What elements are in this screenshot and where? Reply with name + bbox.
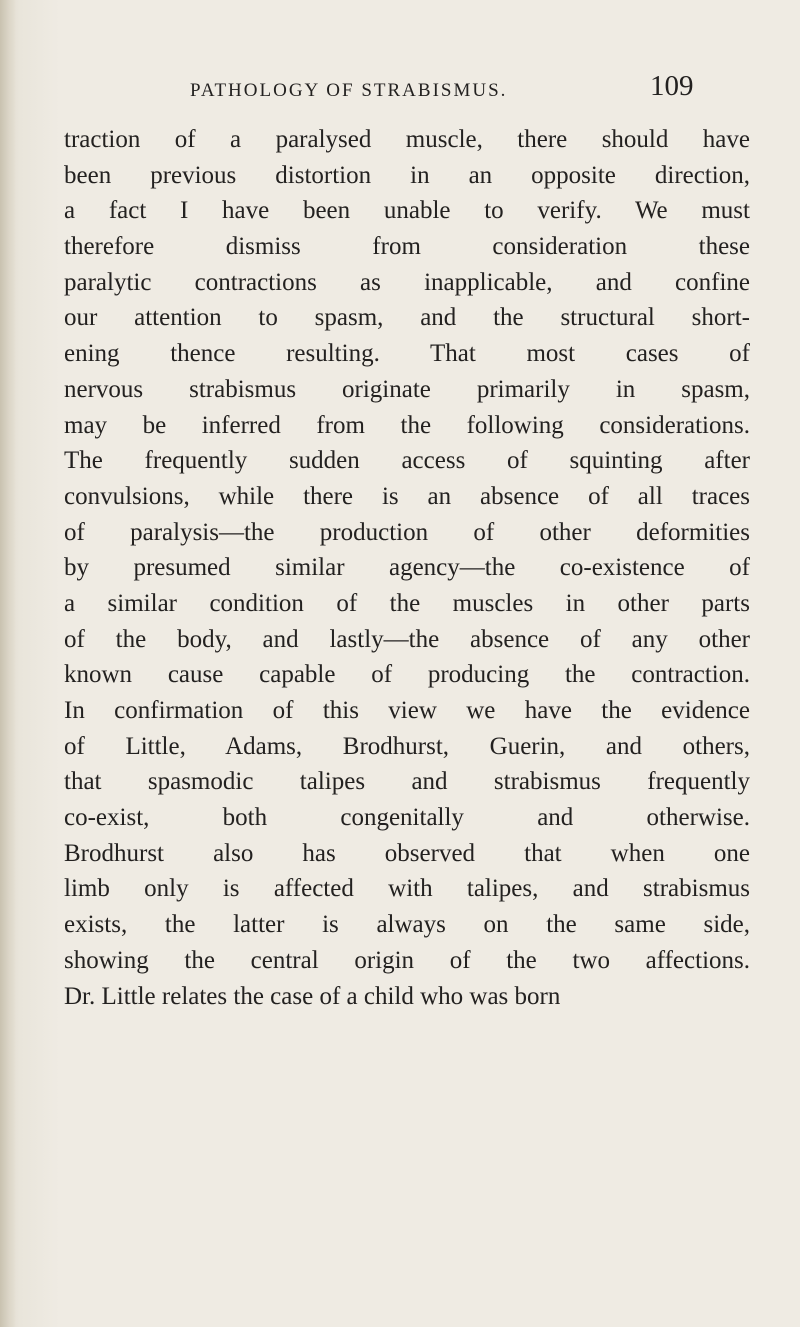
text-line: limb only is affected with talipes, and strabismus <box>64 875 750 903</box>
text-line: that spasmodic talipes and strabismus frequently <box>64 768 750 796</box>
body-text <box>64 122 750 1014</box>
text-line: a fact I have been unable to verify. We must <box>64 197 750 225</box>
text-line: showing the central origin of the two affections. <box>64 946 750 974</box>
text-line: Dr. Little relates the case of a child who was born <box>64 982 561 1010</box>
text-line: of Little, Adams, Brodhurst, Guerin, and others, <box>64 732 750 760</box>
text-line: of the body, and lastly—the absence of any other <box>64 625 750 653</box>
text-line: nervous strabismus originate primarily in spasm, <box>64 375 750 403</box>
text-line: exists, the latter is always on the same side, <box>64 911 750 939</box>
text-line: In confirmation of this view we have the evidence <box>64 697 750 724</box>
spine-shadow <box>0 0 16 1327</box>
text-line: convulsions, while there is an absence of all traces <box>64 482 750 510</box>
page-number: 109 <box>650 70 694 102</box>
text-line: known cause capable of producing the contraction. <box>64 661 750 689</box>
text-line: Brodhurst also has observed that when one <box>64 839 750 867</box>
text-line: of paralysis—the production of other deformities <box>64 518 750 546</box>
text-line: may be inferred from the following considerations. <box>64 411 750 439</box>
text-line: a similar condition of the muscles in other parts <box>64 589 750 617</box>
text-line: The frequently sudden access of squinting after <box>64 447 750 475</box>
text-line: therefore dismiss from consideration these <box>64 233 750 261</box>
text-line: ening thence resulting. That most cases of <box>64 340 750 368</box>
text-line: our attention to spasm, and the structural short- <box>64 304 750 332</box>
running-head <box>0 70 800 110</box>
text-line: paralytic contractions as inapplicable, and confine <box>64 268 750 296</box>
text-line: by presumed similar agency—the co-existence of <box>64 554 750 582</box>
text-line: traction of a paralysed muscle, there should have <box>64 126 750 153</box>
running-title: PATHOLOGY OF STRABISMUS. <box>190 80 508 101</box>
text-line: been previous distortion in an opposite direction, <box>64 161 750 189</box>
text-line: co-exist, both congenitally and otherwise. <box>64 804 750 832</box>
